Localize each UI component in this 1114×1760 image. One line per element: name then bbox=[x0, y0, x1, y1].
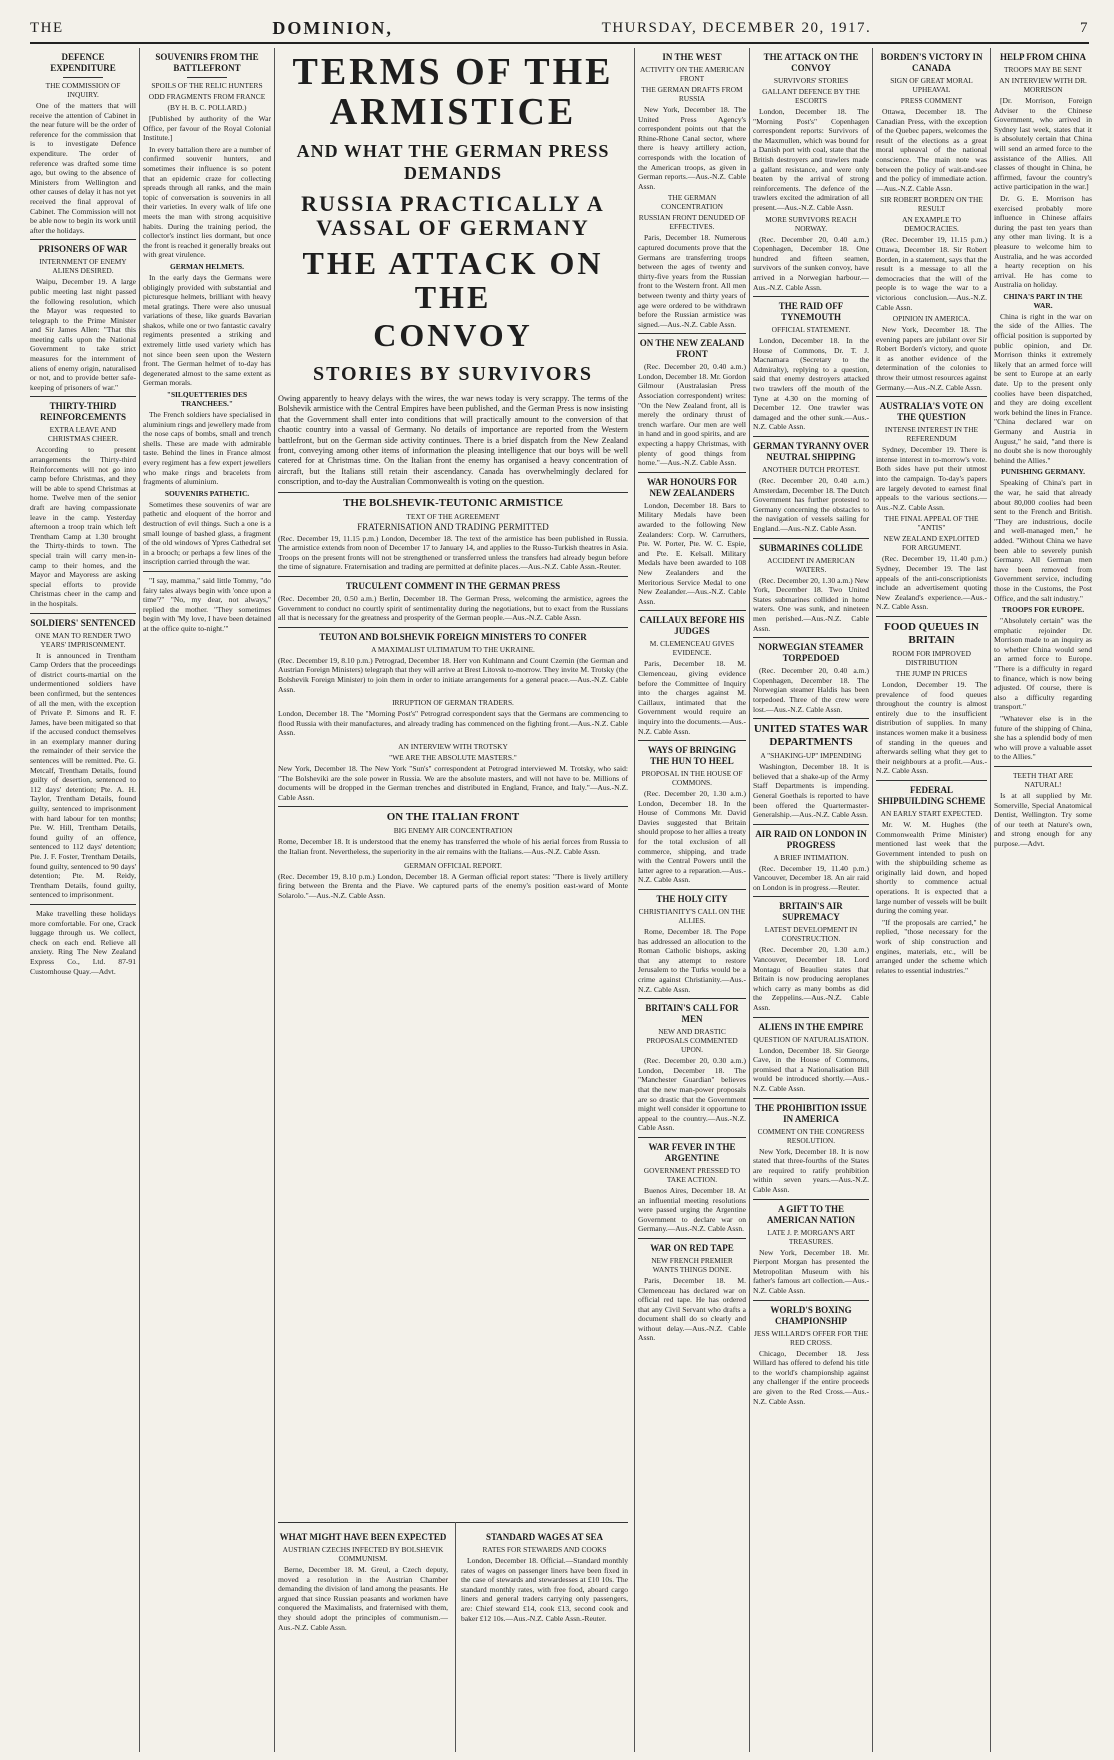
headline: GERMAN TYRANNY OVER NEUTRAL SHIPPING bbox=[753, 441, 869, 463]
subheadline: SURVIVORS' STORIES bbox=[773, 76, 849, 85]
headline: AIR RAID ON LONDON IN PROGRESS bbox=[755, 828, 867, 850]
article-text: Speaking of China's part in the war, he said that already about 80,000 coolies had been sent to the French and British. "They are industrious, docile and well-managed men," he added. "Without China we have been able to severely punish Germany. All German men have been removed from Government service, including those in the Customs, the Post Office, and the salt industry." bbox=[994, 478, 1092, 603]
column-6 bbox=[753, 48, 869, 1752]
article-text: The French soldiers have specialised in aluminium rings and jewellery made from the nose caps of bombs, small and trench shells. These are made with admirable taste. Behind the lines in France almost every regiment has a few expert jewellers who make rings and bracelets from fragments of aluminium. bbox=[143, 410, 271, 487]
subheadline: A BRIEF INTIMATION. bbox=[773, 852, 849, 862]
article-text: New York, December 18. Mr. Pierpont Morgan has presented the Metropolitan Museum with his father's famous art collection.—Aus.-N.Z. Cable Assn. bbox=[753, 1247, 869, 1295]
masthead bbox=[30, 14, 1089, 44]
column-rule bbox=[990, 48, 991, 1752]
subheadline: AUSTRIAN CZECHS INFECTED BY BOLSHEVIK COMMUNISM. bbox=[282, 1545, 444, 1563]
column-7 bbox=[876, 48, 987, 1752]
article-text: (Rec. December 20, 0.40 a.m.) Copenhagen, December 18. The Norwegian steamer Haldis has been torpedoed. Three of the crew were lost.—Aus.-N.Z. Cable Assn. bbox=[753, 666, 869, 714]
article-text: London, December 19. The prevalence of food queues throughout the country is almost entirely due to the insufficient distribution of supplies. In many instances women make it a business of standing in the queues and afterwards selling what they get to their neighbours at a profit.—Aus.-N.Z. Cable Assn. bbox=[876, 679, 987, 776]
subheadline: ANOTHER DUTCH PROTEST. bbox=[762, 465, 860, 475]
column-rule bbox=[634, 48, 635, 1752]
headline: IN THE WEST bbox=[662, 52, 722, 62]
column-rule bbox=[749, 48, 750, 1752]
subheadline: THE FINAL APPEAL OF THE "ANTIS" bbox=[884, 514, 979, 533]
subheadline: ROOM FOR IMPROVED DISTRIBUTION bbox=[892, 648, 971, 667]
subheadline: ODD FRAGMENTS FROM FRANCE bbox=[148, 92, 266, 101]
headline: FOOD QUEUES IN BRITAIN bbox=[884, 620, 979, 646]
masthead-left: THE bbox=[30, 19, 64, 36]
article-text: Ottawa, December 18. The Canadian Press, with the exception of the Quebec papers, welcomes the result of the elections as a great moral upheaval of the national conscience. The main note was between the policy of wait-and-see and the policy of immediate action.—Aus.-N.Z. Cable Assn. bbox=[876, 107, 987, 193]
article-text: Buenos Aires, December 18. At an influential meeting resolutions were passed urging the Argentine Government to declare war on Germany.—Aus.-N.Z. Cable Assn. bbox=[638, 1185, 746, 1234]
subheadline: A "SHAKING-UP" IMPENDING bbox=[760, 751, 862, 761]
subheadline: QUESTION OF NATURALISATION. bbox=[753, 1034, 869, 1044]
article-text: (Rec. December 19, 11.40 p.m.) Sydney, December 19. The last appeals of the anti-conscriptionists include an advertisement quoting New Zealand's experience.—Aus.-N.Z. Cable Assn. bbox=[876, 554, 987, 612]
article-text: According to present arrangements the Thirty-third Reinforcements will not go into camp before Christmas, and they will be able to spend Christmas at home. Twelve men of the senior draft are having compassionate leave in the camp. Yesterday afternoon a troop train which left Trentham Camp at 1.30 brought the Thirty-thirds to town. The special train will carry men-in-camp to their homes, and the Mayor and Mayoress are asking special efforts to provide Christmas cheer in the camp and in the hospitals. bbox=[30, 445, 136, 608]
article-text: "I say, mamma," said little Tommy, "do fairy tales always begin with 'once upon a time'?" "No, my dear, not always," replied the mother. "They sometimes begin with 'My love, I have been detained at the office quite to-night.'" bbox=[143, 575, 271, 633]
subheadline: RATES FOR STEWARDS AND COOKS bbox=[482, 1545, 607, 1554]
subheadline: LATE J. P. MORGAN'S ART TREASURES. bbox=[767, 1227, 855, 1246]
article-text: Waipu, December 19. A large public meeting last night passed the following resolution, which the Mayor was requested to telegraph to the Prime Minister and Sir James Allen: "That this meeting calls upon the National Government to take strict measures for the internment of aliens of enemy origin, naturalised or not, and to provide better safe-keeping of prisoners of war." bbox=[30, 277, 136, 392]
headline: HELP FROM CHINA bbox=[999, 52, 1086, 62]
masthead-title: DOMINION, bbox=[272, 17, 393, 38]
headline: WHAT MIGHT HAVE BEEN EXPECTED bbox=[279, 1532, 447, 1542]
article-text: New York, December 18. It is now stated that three-fourths of the States are required to ratify prohibition within seven years.—Aus.-N.Z. Cable Assn. bbox=[753, 1146, 869, 1194]
headline: THE BOLSHEVIK-TEUTONIC ARMISTICE bbox=[343, 496, 563, 509]
headline: TRUCULENT COMMENT IN THE GERMAN PRESS bbox=[345, 581, 561, 592]
page-number: 7 bbox=[1079, 19, 1089, 36]
subheadline: OFFICIAL STATEMENT. bbox=[771, 325, 851, 335]
column-center-left bbox=[278, 1528, 448, 1752]
article-text: Chicago, December 18. Jess Willard has offered to defend his title to the world's championship against any challenger if the entire proceeds are given to the Red Cross.—Aus.-N.Z. Cable Assn. bbox=[753, 1348, 869, 1406]
headline: DEFENCE EXPENDITURE bbox=[50, 52, 116, 73]
survivors-headline: STORIES BY SURVIVORS bbox=[312, 363, 594, 385]
article-text: "Whatever else is in the future of the shipping of China, she has a splendid body of men who will prove a valuable asset to the Allies." bbox=[994, 714, 1092, 762]
article-text: [Published by authority of the War Office, per favour of the Royal Colonial Institute.] bbox=[143, 114, 271, 143]
article-text: New York, December 18. The evening papers are jubilant over Sir Robert Borden's victory, and quote it as another evidence of the determination of the colonies to throw their utmost resources against Germany.—Aus.-N.Z. Cable Assn. bbox=[876, 325, 987, 392]
article-text: Sometimes these souvenirs of war are pathetic and eloquent of the horror and destruction of evil things. Such a one is a small lounge of bashed glass, a fragment of the old windows of Ypres Cathedral set in a brooch; or perhaps a few lines of the inscription carried through the war. bbox=[143, 499, 271, 567]
section-rule bbox=[278, 1522, 628, 1523]
subheadline: TROOPS MAY BE SENT bbox=[1003, 65, 1083, 74]
headline: BRITAIN'S AIR SUPREMACY bbox=[779, 901, 843, 923]
headline: WAYS OF BRINGING THE HUN TO HEEL bbox=[647, 745, 737, 767]
convoy-headline-line-2: CONVOY bbox=[373, 317, 533, 353]
subheadline: TEXT OF THE AGREEMENT bbox=[406, 511, 500, 521]
article-text: Berne, December 18. M. Greul, a Czech deputy, moved a resolution in the Austrian Chamber demanding the division of land among the peasants. He argued that since Russian peasants and workmen have conquered the Maximalists, and fraternised with them, they should adopt the principles of communism.—Aus.-N.Z. Cable Assn. bbox=[278, 1565, 448, 1632]
advertisement: Make travelling these holidays more comfortable. For one, Crack luggage through us. We collect, check on each end. Relieve all anxiety. Ring The New Zealand Express Co., Ltd. 87-91 Customhouse Quay.—Advt. bbox=[30, 908, 136, 976]
article-text: Sydney, December 19. There is intense interest in to-morrow's vote. Both sides have put their utmost into the campaign. To-day's papers are largely devoted to earnest final appeals to the various sections.—Aus.-N.Z. Cable Assn. bbox=[876, 445, 987, 512]
main-subheadline: AND WHAT THE GERMAN PRESS DEMANDS bbox=[296, 141, 610, 183]
headline: BRITAIN'S CALL FOR MEN bbox=[645, 1003, 739, 1025]
headline: SOLDIERS' SENTENCED bbox=[30, 617, 136, 628]
subheadline: THE JUMP IN PRICES bbox=[895, 668, 968, 678]
article-text: (Rec. December 19, 11.15 p.m.) Ottawa, December 18. Sir Robert Borden, in a statement, says that the result is a message to all the democracies that the will of the people is to wage the war to a victorious conclusion.—Aus.-N.Z. Cable Assn. bbox=[876, 235, 987, 312]
subheadline: THE COMMISSION OF INQUIRY. bbox=[45, 81, 121, 99]
section-heading: GERMAN HELMETS. bbox=[170, 261, 244, 271]
headline: STANDARD WAGES AT SEA bbox=[485, 1532, 604, 1542]
headline: THE ATTACK ON THE CONVOY bbox=[763, 52, 859, 73]
column-rule bbox=[872, 48, 873, 1752]
subheadline: RUSSIAN FRONT DENUDED OF EFFECTIVES. bbox=[638, 213, 746, 232]
advertisement: Is at all supplied by Mr. Somerville, Special Anatomical Dentist, Wellington. Try some of our teeth at Nature's own, and strong enough for any purpose.—Advt. bbox=[994, 791, 1092, 848]
column-rule bbox=[274, 48, 275, 1752]
subheadline: AN INTERVIEW WITH DR. MORRISON bbox=[999, 76, 1087, 94]
column-rule bbox=[139, 48, 140, 1752]
main-subheadline-russia: RUSSIA PRACTICALLY A VASSAL OF GERMANY bbox=[301, 191, 605, 240]
subheadline: SIGN OF GREAT MORAL UPHEAVAL bbox=[890, 76, 973, 94]
main-headline-line-1: TERMS OF THE bbox=[292, 51, 614, 93]
headline: TEUTON AND BOLSHEVIK FOREIGN MINISTERS TO CONFER bbox=[319, 631, 587, 642]
headline: THE RAID OFF TYNEMOUTH bbox=[778, 301, 844, 323]
column-8 bbox=[994, 48, 1092, 1752]
article-text: Dr. G. E. Morrison has exercised probably more influence in Chinese affairs during the past ten years than any other man living. It is a pleasure to welcome him to Australia, and he was accorded a hearty reception on his arrival. He has come to Australia on holiday. bbox=[994, 193, 1092, 290]
subheadline: ONE MAN TO RENDER TWO YEARS' IMPRISONMENT. bbox=[35, 630, 131, 649]
subheadline: BIG ENEMY AIR CONCENTRATION bbox=[393, 826, 513, 836]
subheadline: MORE SURVIVORS REACH NORWAY. bbox=[765, 214, 857, 233]
column-rule bbox=[455, 1522, 456, 1752]
byline: (BY H. B. C. POLLARD.) bbox=[167, 103, 247, 112]
subheadline: PRESS COMMENT bbox=[900, 96, 963, 105]
article-text: "If the proposals are carried," he replied, "those necessary for the work of ship construction and engines, materials, etc., will be arranged under the scheme which relates to essential industries." bbox=[876, 917, 987, 975]
headline: PRISONERS OF WAR bbox=[38, 244, 128, 255]
subheadline: A MAXIMALIST ULTIMATUM TO THE UKRAINE. bbox=[371, 644, 535, 654]
article-text: (Rec. December 20, 1.30 a.m.) London, December 18. In the House of Commons Mr. David Davies suggested that Britain should propose to her allies a treaty for the total exclusion of all commerce, shipping, and trade with the Central Powers until the latter agree to a reparation.—Aus.-N.Z. Cable Assn. bbox=[638, 789, 746, 885]
article-text: In the early days the Germans were obligingly provided with substantial and picturesque helmets, brilliant with heavy metal gratings. There were also unusual variations of these, like guards Bavarian shakos, while one or two fantastic cavalry regiments presented a striking and extremely little used variety which has not since been seen upon the Western front. The German helmet of to-day has degenerated almost to the same extent as German morals. bbox=[143, 272, 271, 388]
subheadline: NEW FRENCH PREMIER WANTS THINGS DONE. bbox=[651, 1255, 733, 1274]
subheadline: INTERNMENT OF ENEMY ALIENS DESIRED. bbox=[39, 257, 127, 276]
subheadline: SIR ROBERT BORDEN ON THE RESULT bbox=[880, 195, 983, 214]
main-headline-block bbox=[278, 48, 628, 904]
subheadline: JESS WILLARD'S OFFER FOR THE RED CROSS. bbox=[754, 1328, 868, 1347]
headline: ALIENS IN THE EMPIRE bbox=[758, 1021, 864, 1032]
column-center-right bbox=[461, 1528, 628, 1752]
subheadline: INTENSE INTEREST IN THE REFERENDUM bbox=[884, 425, 979, 444]
section-heading: SOUVENIRS PATHETIC. bbox=[164, 488, 250, 498]
subheadline: FRATERNISATION AND TRADING PERMITTED bbox=[357, 521, 549, 532]
headline: ON THE NEW ZEALAND FRONT bbox=[639, 338, 745, 360]
article-text: Paris, December 18. M. Clemenceau, giving evidence before the Committee of Inquiry into the charges against M. Caillaux, intimated that the Government would require an inquiry into the documents.—Aus.-N.Z. Cable Assn. bbox=[638, 659, 746, 736]
headline: CAILLAUX BEFORE HIS JUDGES bbox=[639, 615, 745, 637]
subheadline: M. CLEMENCEAU GIVES EVIDENCE. bbox=[649, 639, 735, 658]
article-text: (Rec. December 19, 8.10 p.m.) Petrograd, December 18. Herr von Kuhlmann and Count Czernin (the German and Austrian Foreign Ministers) telegraph that they will arrive at Brest Litovsk to-morrow. They invite M. Trotsky (the Bolshevik Foreign Minister) to join them in order to initiate arrangements for a general peace.—Aus.-N.Z. Cable Assn. bbox=[278, 655, 628, 694]
column-2 bbox=[143, 48, 271, 1752]
section-heading: PUNISHING GERMANY. bbox=[1001, 467, 1085, 477]
article-text: Washington, December 18. It is believed that a shake-up of the Army Staff Departments is impending. General Goethals is reported to have been offered the Quartermaster-Generalship.—Aus.-N.Z. Cable Assn. bbox=[753, 762, 869, 820]
article-text: In every battalion there are a number of confirmed souvenir hunters, and sometimes their influence is so potent that an epidemic craze for collecting spreads through all ranks, and the main topic of conversation is souvenirs in all their varieties. In every walk of life one meets the man with strong acquisitive habits. During the training period, the collector's instinct lies dormant, but once the front is reached it generally breaks out with great virulence. bbox=[143, 144, 271, 260]
article-text: (Rec. December 20, 0.30 a.m.) London, December 18. The "Manchester Guardian" believes that the new man-power proposals are so drastic that the Government might well consider it opportune to appeal to the country.—Aus.-N.Z. Cable Assn. bbox=[638, 1056, 746, 1133]
article-text: It is announced in Trentham Camp Orders that the proceedings of district courts-martial on the undermentioned soldiers have been confirmed, but the sentences of all the men, with the exception of Private P. Simons and R. F. James, have been mitigated so that if the accused conduct themselves in an exemplary manner during the remainder of their service the sentences will be remitted. Pte. G. Metcalf, Trentham Details, found guilty of desertion, sentenced to 112 days' detention; Pte. A. H. Taylor, Trentham Details, found guilty, sentenced to imprisonment with hard labour for ten months; Pte. W. Hill, Trentham Details, found guilty of an offence, sentenced to 112 days' detention; Pte. J. F. Foster, Trentham Details, found guilty, sentenced to 90 days' detention; Pte. M. Reidy, Trentham Details, found guilty, sentenced to imprisonment. bbox=[30, 650, 136, 900]
article-text: (Rec. December 19, 8.10 p.m.) London, December 18. A German official report states: "There is lively artillery firing between the Brenta and the Piave. We captured parts of the enemy's position east-ward of Monte Solarolo."—Aus.-N.Z. Cable Assn. bbox=[278, 871, 628, 900]
subheadline: "WE ARE THE ABSOLUTE MASTERS." bbox=[389, 752, 517, 762]
article-text: China is right in the war on the side of the Allies. The official position is supported by public opinion, and Dr. Morrison thinks it extremely likely that an armed force will be sent to Europe at an early date. Up to the present only coolies have been dispatched, and they are doing excellent work behind the lines in France. "China declared war on Germany and Austria in August," he said, "and there is no doubt she is now thoroughly behind the Allies." bbox=[994, 311, 1092, 465]
headline: WORLD'S BOXING CHAMPIONSHIP bbox=[770, 1304, 852, 1326]
section-heading: CHINA'S PART IN THE WAR. bbox=[1003, 291, 1083, 310]
article-text: [Dr. Morrison, Foreign Adviser to the Chinese Government, who arrived in Sydney last week, states that it is absolutely certain that China will send an armed force to the assistance of the Allies. All classes of thought in China, he affirmed, favour the country's active participation in the war.] bbox=[994, 96, 1092, 192]
article-text: London, December 18. The "Morning Post's" Copenhagen correspondent reports: Survivors of the Maxmullen, which was bound for a Danish port with coal, state that the British destroyers and trawlers made a gallant resistance, and were only beaten by the arrival of strong reinforcements. The defence of the trawlers excited the admiration of all present.—Aus.-N.Z. Cable Assn. bbox=[753, 107, 869, 212]
article-text: "Absolutely certain" was the emphatic rejoinder Dr. Morrison made to an inquiry as to whether China would send an armed force to Europe. "There is a difficulty in regard to finance, which is now being adjusted. Of course, there is also a difficulty regarding transport." bbox=[994, 616, 1092, 712]
article-text: (Rec. December 20, 1.30 a.m.) Vancouver, December 18. Lord Montagu of Beaulieu states that Britain is now producing aeroplanes which carry as many bombs as did the Zeppelins.—Aus.-N.Z. Cable Assn. bbox=[753, 945, 869, 1013]
subheadline: THE GERMAN CONCENTRATION bbox=[661, 193, 723, 212]
subheadline: GALLANT DEFENCE BY THE ESCORTS bbox=[762, 87, 860, 105]
article-text: London, December 18. The "Morning Post's" Petrograd correspondent says that the Germans are commencing to flood Russia with their manufactures, and already trading has commenced on the fighting front.—Aus.-N.Z. Cable Assn. bbox=[278, 709, 628, 738]
subheadline: NEW AND DRASTIC PROPOSALS COMMENTED UPON. bbox=[646, 1027, 738, 1055]
article-text: London, December 18. Bars to Military Medals have been awarded to the following New Zealanders: Corp. W. Carruthers, Pte. W. Porter, Pte. W. C. Espie, and Pte. E. Kelsall. Military Medals have been awarded to 108 New Zealanders and the Meritorious Service Medal to one New Zealander.—Aus.-N.Z. Cable Assn. bbox=[638, 500, 746, 606]
subheadline: NEW ZEALAND EXPLOITED FOR ARGUMENT. bbox=[883, 534, 980, 553]
subheadline: EXTRA LEAVE AND CHRISTMAS CHEER. bbox=[47, 425, 119, 444]
headline: SUBMARINES COLLIDE bbox=[759, 542, 863, 553]
section-heading: "SILQUETTERIES DES TRANCHEES." bbox=[166, 390, 248, 409]
subheadline: GERMAN OFFICIAL REPORT. bbox=[404, 860, 502, 870]
subheadline: TEETH THAT ARE NATURAL! bbox=[1012, 771, 1074, 789]
main-headline-line-2: ARMISTICE bbox=[329, 91, 577, 133]
subheadline: AN EXAMPLE TO DEMOCRACIES. bbox=[902, 215, 961, 234]
headline: WAR HONOURS FOR NEW ZEALANDERS bbox=[646, 476, 737, 498]
subheadline: THE GERMAN DRAFTS FROM RUSSIA bbox=[641, 85, 743, 103]
article-text: London, December 18. In the House of Commons, Dr. T. J. Macnamara (Secretary to the Admiralty), replying to a question, said that enemy destroyers attacked two trawlers off the mouth of the Tyne at 4.30 on the morning of December 12. One trawler was damaged and the other sunk.—Aus.-N.Z. Cable Assn. bbox=[753, 336, 869, 432]
headline: NORWEGIAN STEAMER TORPEDOED bbox=[758, 642, 864, 664]
headline: WAR FEVER IN THE ARGENTINE bbox=[648, 1141, 736, 1163]
article-text: Rome, December 18. The Pope has addressed an allocution to the Roman Catholic bishops, asking that any attempt to restore Jerusalem to the Turks would be a crime against Christianity.—Aus.-N.Z. Cable Assn. bbox=[638, 927, 746, 994]
article-text: (Rec. December 20, 0.40 a.m.) London, December 18. Mr. Gordon Gilmour (Australasian Press Association correspondent) writes: "On the New Zealand front, all is merely the ordinary thrust of trench warfare. Our men are well in hand and in good spirits, and are expecting a happy Christmas, with plenty of good things from home."—Aus.-N.Z. Cable Assn. bbox=[638, 362, 746, 468]
article-text: (Rec. December 19, 11.15 p.m.) London, December 18. The text of the armistice has been published in Russia. The armistice extends from noon of December 17 to January 14, and applies to the Russo-Turkish theatres in Asia. Troops on the present fronts will not be strengthened or transferred unless the transfers had already begun before the time of signature. Fraternisation and trading are permitted at definite places.—Aus.-N.Z. Cable Assn.-Reuter. bbox=[278, 533, 628, 572]
subheadline: GOVERNMENT PRESSED TO TAKE ACTION. bbox=[643, 1165, 741, 1184]
subheadline: ACCIDENT IN AMERICAN WATERS. bbox=[767, 555, 855, 574]
headline: UNITED STATES WAR DEPARTMENTS bbox=[753, 723, 869, 749]
section-heading: TROOPS FOR EUROPE. bbox=[1001, 605, 1085, 615]
article-text: One of the matters that will receive the attention of Cabinet in the near future will be the order of reference for the commission that is to investigate Defence expenditure. The order of reference was drafted some time ago, but owing to the absence of Ministers from Wellington and other causes of delay it has not yet received the final approval of Cabinet. The Commission will not be able now to begin its work until after the holidays. bbox=[30, 101, 136, 235]
article-text: Paris, December 18. M. Clemenceau has declared war on official red tape. He has ordered that any Civil Servant who drafts a document shall do so clearly and without delay.—Aus.-N.Z. Cable Assn. bbox=[638, 1275, 746, 1343]
article-text: Paris, December 18. Numerous captured documents prove that the Germans are transferring troops between the ages of twenty and thirty-five years from the Russian front to the Western front. All men between twenty and thirty years of age were ordered to be withdrawn before the Russian armistice was signed.—Aus.-N.Z. Cable Assn. bbox=[638, 233, 746, 329]
subheadline: COMMENT ON THE CONGRESS RESOLUTION. bbox=[757, 1126, 865, 1145]
article-text: (Rec. December 20, 0.40 a.m.) Amsterdam, December 18. The Dutch Government has further protested to Germany concerning the obstacles to the navigation of vessels sailing for England.—Aus.-N.Z. Cable Assn. bbox=[753, 476, 869, 533]
subheadline: AN INTERVIEW WITH TROTSKY bbox=[398, 741, 508, 751]
headline: SOUVENIRS FROM THE BATTLEFRONT bbox=[155, 52, 259, 73]
masthead-date: THURSDAY, DECEMBER 20, 1917. bbox=[601, 19, 872, 36]
article-text: New York, December 18. The New York "Sun's" correspondent at Petrograd interviewed M. Trotsky, who said: "The Bolsheviki are the sole power in Russia. We are the absolute masters, and will not have to be. Millions of documents will be dropped in the German trenches and distributed in England, France, and Italy."—Aus.-N.Z. Cable Assn. bbox=[278, 763, 628, 802]
lead-paragraph: Owing apparently to heavy delays with the wires, the war news today is very scrappy. The terms of the Bolshevik armistice with the Central Empires have been published, and the German Press is now insisting that the Government shall enter into conditions that will practically amount to the conversion of that chaotic country into a vassal of Germany. No details of importance are reported from the Western battlefront, but on the German side activity continues. There is a brief dispatch from the New Zealand front, conveying among other items of information the pleasing intelligence that our boys will be well catered for at Christmas time. On the Italian front the enemy has organised a heavy concentration of aircraft, but the Italians still retain their ascendancy. Canada has overwhelmingly declared for conscription, and to-day the Australian Commonwealth is voting on the question. bbox=[278, 394, 628, 487]
article-text: London, December 18. Sir George Cave, in the House of Commons, promised that a Nationalisation Bill would be introduced shortly.—Aus.-N.Z. Cable Assn. bbox=[753, 1045, 869, 1093]
article-text: (Rec. December 19, 11.40 p.m.) Vancouver, December 18. An air raid on London is in progress.—Reuter. bbox=[753, 863, 869, 892]
headline: ON THE ITALIAN FRONT bbox=[386, 811, 520, 824]
article-text: (Rec. December 20, 0.40 a.m.) Copenhagen, December 18. One hundred and fifteen seamen, survivors of the sunken convoy, have arrived in a Norwegian harbour.—Aus.-N.Z. Cable Assn. bbox=[753, 234, 869, 292]
convoy-headline-line-1: THE ATTACK ON THE bbox=[302, 245, 604, 315]
headline: A GIFT TO THE AMERICAN NATION bbox=[766, 1203, 856, 1225]
headline: BORDEN'S VICTORY IN CANADA bbox=[880, 52, 983, 73]
article-text: Rome, December 18. It is understood that the enemy has transferred the whole of his aerial forces from Russia to the Italian front. Nevertheless, the superiority in the air remains with the Italians.—Aus.-N.Z. Cable Assn. bbox=[278, 837, 628, 856]
headline: THIRTY-THIRD REINFORCEMENTS bbox=[39, 401, 126, 423]
subheadline: CHRISTIANITY'S CALL ON THE ALLIES. bbox=[638, 907, 746, 926]
subheadline: OPINION IN AMERICA. bbox=[892, 314, 971, 324]
article-text: London, December 18. Official.—Standard monthly rates of wages on passenger liners have been fixed in the case of stewards and stewardesses at £10 10s. The standard monthly rates, with free food, aboard cargo liners and general traders carrying only passengers, are: Chief steward £14, cook £13, second cook and baker £12 10s.—Aus.-N.Z. Cable Assn.-Reuter. bbox=[461, 1556, 628, 1623]
subheadline: IRRUPTION OF GERMAN TRADERS. bbox=[392, 698, 514, 708]
article-text: Mr. W. M. Hughes (the Commonwealth Prime Minister) mentioned last week that the Government intended to push on with the shipbuilding scheme as originally laid down, and hoped shortly to commence actual operations. It is expected that a large number of vessels will be built during the coming year. bbox=[876, 819, 987, 916]
headline: WAR ON RED TAPE bbox=[650, 1242, 734, 1253]
column-1 bbox=[30, 48, 136, 1752]
headline: THE PROHIBITION ISSUE IN AMERICA bbox=[755, 1102, 867, 1124]
headline: FEDERAL SHIPBUILDING SCHEME bbox=[877, 784, 986, 806]
subheadline: SPOILS OF THE RELIC HUNTERS bbox=[151, 81, 263, 90]
subheadline: ACTIVITY ON THE AMERICAN FRONT bbox=[639, 65, 745, 83]
column-5 bbox=[638, 48, 746, 1752]
subheadline: LATEST DEVELOPMENT IN CONSTRUCTION. bbox=[764, 925, 858, 944]
subheadline: AN EARLY START EXPECTED. bbox=[880, 808, 983, 818]
headline: THE HOLY CITY bbox=[656, 894, 728, 905]
article-text: New York, December 18. The United Press Agency's correspondent points out that the Rhine-Rhone Canal sector, where there is heavy artillery action, corresponds with the location of the American troops, as given in German reports.—Aus.-N.Z. Cable Assn. bbox=[638, 105, 746, 191]
subheadline: PROPOSAL IN THE HOUSE OF COMMONS. bbox=[641, 769, 743, 788]
article-text: (Rec. December 20, 0.50 a.m.) Berlin, December 18. The German Press, welcoming the armistice, agrees the Government to conduct no courtly spirit of sentimentality during the negotiations, but to exact from the Russians all that is necessary for the greatness and prosperity of the German people.—Aus.-N.Z. Cable Assn. bbox=[278, 594, 628, 623]
article-text: (Rec. December 20, 1.30 a.m.) New York, December 18. Two United States submarines collided in home waters. One was sunk, and nineteen men perished.—Aus.-N.Z. Cable Assn. bbox=[753, 575, 869, 633]
headline: AUSTRALIA'S VOTE ON THE QUESTION bbox=[879, 401, 984, 423]
